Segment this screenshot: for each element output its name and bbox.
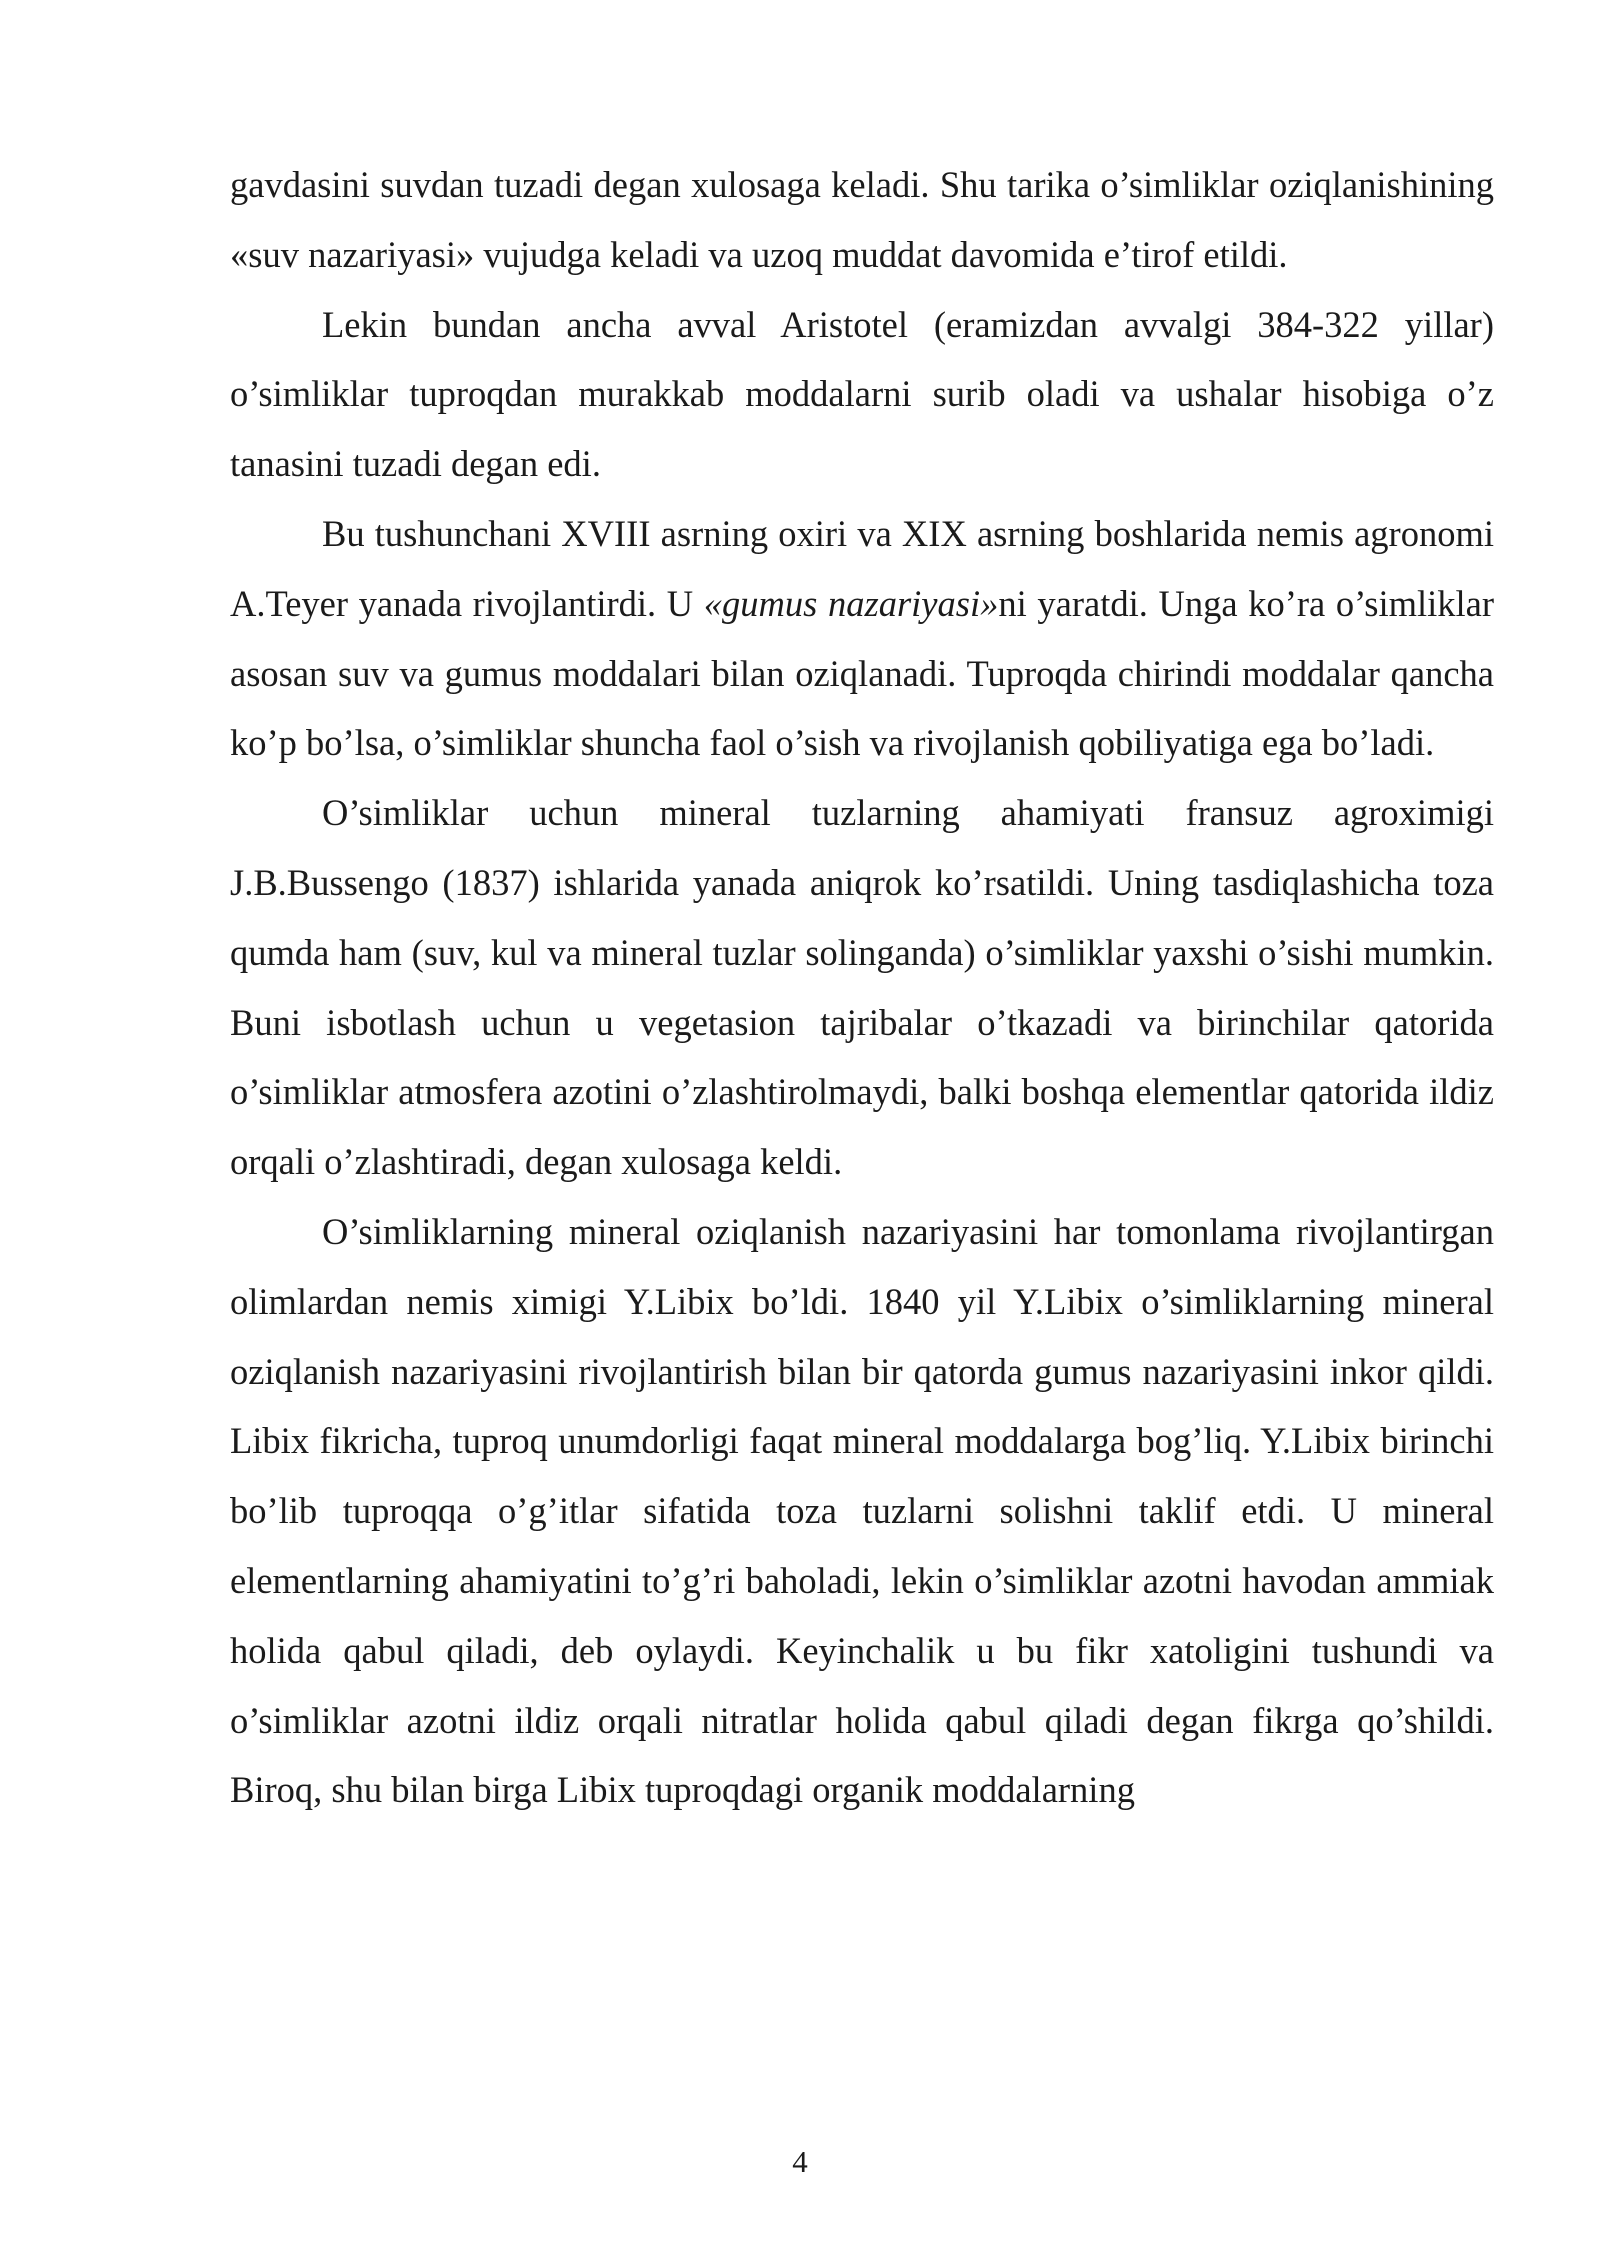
- paragraph-3: [230, 499, 1494, 778]
- paragraph-5: O’simliklarning mineral oziqlanish nazariyasini har tomonlama rivojlantirgan olimlardan nemis ximigi Y.Libix bo’ldi. 1840 yil Y.Libix o’simliklarning mineral oziqlanish nazariyasini rivojlantirish bilan bir qatorda gumus nazariyasini inkor qildi. Libix fikricha, tuproq unumdorligi faqat mineral moddalarga bog’liq. Y.Libix birinchi bo’lib tuproqqa o’g’itlar sifatida toza tuzlarni solishni taklif etdi. U mineral elementlarning ahamiyatini to’g’ri baholadi, lekin o’simliklar azotni havodan ammiak holida qabul qiladi, deb oylaydi. Keyinchalik u bu fikr xatoligini tushundi va o’simliklar azotni ildiz orqali nitratlar holida qabul qiladi degan fikrga qo’shildi. Biroq, shu bilan birga Libix tuproqdagi organik moddalarning: [230, 1210, 1494, 1811]
- page-number: 4: [792, 2144, 808, 2179]
- paragraph-4: O’simliklar uchun mineral tuzlarning ahamiyati fransuz agroximigi J.B.Bussengo (1837) ishlarida yanada aniqrok ko’rsatildi. Uning tasdiqlashicha toza qumda ham (suv, kul va mineral tuzlar solinganda) o’simliklar yaxshi o’sishi mumkin. Buni isbotlash uchun u vegetasion tajribalar o’tkazadi va birinchilar qatorida o’simliklar atmosfera azotini o’zlashtirolmaydi, balki boshqa elementlar qatorida ildiz orqali o’zlashtiradi, degan xulosaga keldi.: [230, 792, 1494, 1183]
- body-text: [230, 150, 1494, 1825]
- paragraph-3-text-end: ni yaratdi. Unga ko’ra o’simliklar asosan suv va gumus moddalari bilan oziqlanadi. Tuproqda chirindi moddalar qancha ko’p bo’lsa, o’simliklar shuncha faol o’sish va rivojlanish qobiliyatiga ega bo’ladi.: [230, 582, 1494, 764]
- paragraph-2: Lekin bundan ancha avval Aristotel (eramizdan avvalgi 384-322 yillar) o’simliklar tuproqdan murakkab moddalarni surib oladi va ushalar hisobiga o’z tanasini tuzadi degan edi.: [230, 303, 1494, 485]
- paragraph-1: gavdasini suvdan tuzadi degan xulosaga keladi. Shu tarika o’simliklar oziqlanishining «suv nazariyasi» vujudga keladi va uzoq muddat davomida e’tirof etildi.: [230, 164, 1494, 275]
- gumus-nazariyasi-term: «gumus nazariyasi»: [703, 582, 999, 624]
- paragraph-3-text-start: Bu tushunchani XVIII asrning oxiri va XIX asrning boshlarida nemis agronomi A.Teyer yanada rivojlantirdi. U: [230, 512, 1494, 624]
